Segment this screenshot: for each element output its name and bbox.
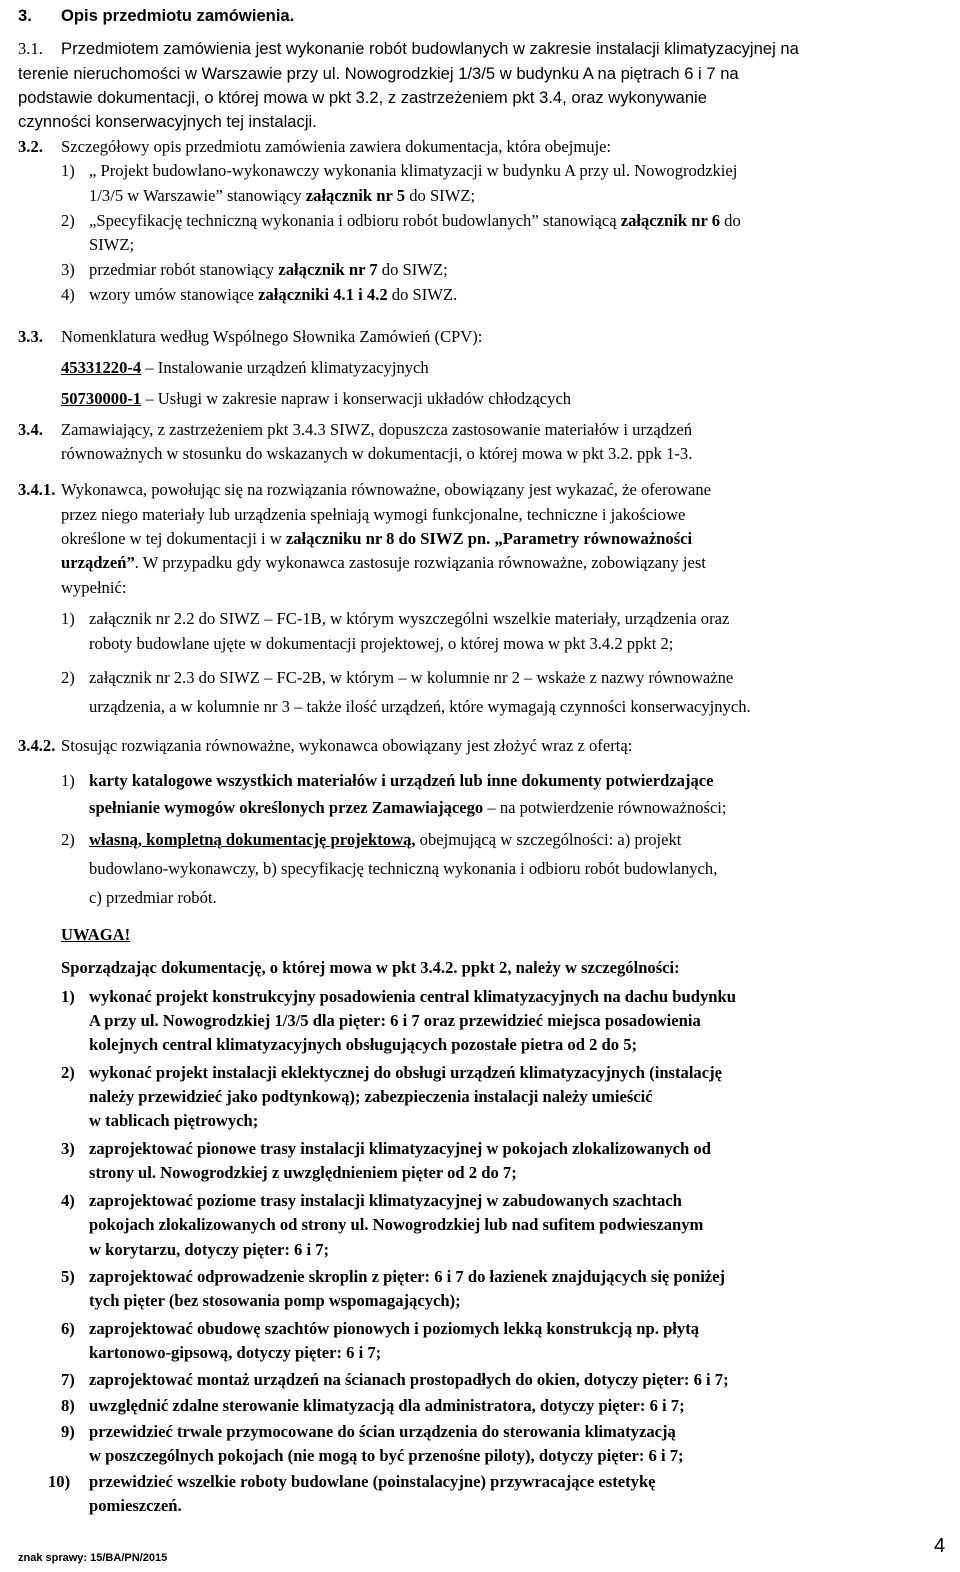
section-number: 3.4. <box>18 420 43 439</box>
paragraph-line: Wykonawca, powołując się na rozwiązania równoważne, obowiązany jest wykazać, że oferowane <box>61 480 712 499</box>
list-number: 3) <box>61 1139 75 1158</box>
paragraph-line: urządzeń”. W przypadku gdy wykonawca zastosuje rozwiązania równoważne, zobowiązany jest <box>61 553 706 572</box>
cpv-code-line: 45331220-4 – Instalowanie urządzeń klimatyzacyjnych <box>61 358 429 377</box>
list-number: 4) <box>61 285 75 304</box>
list-number: 3) <box>61 260 75 279</box>
list-number: 4) <box>61 1191 75 1210</box>
list-item-line: zaprojektować poziome trasy instalacji klimatyzacyjnej w zabudowanych szachtach <box>89 1191 682 1210</box>
list-item-line: zaprojektować obudowę szachtów pionowych i poziomych lekką konstrukcją np. płytą <box>89 1319 700 1338</box>
list-number: 1) <box>61 161 75 180</box>
list-item-line: w tablicach piętrowych; <box>89 1111 259 1130</box>
list-item-line: SIWZ; <box>89 235 135 254</box>
paragraph-line: podstawie dokumentacji, o której mowa w pkt 3.2, z zastrzeżeniem pkt 3.4, oraz wykonywanie <box>18 88 707 107</box>
list-number: 2) <box>61 830 75 849</box>
case-number: znak sprawy: 15/BA/PN/2015 <box>18 1552 168 1564</box>
warning-label: UWAGA! <box>61 925 131 944</box>
page-number: 4 <box>934 1535 946 1557</box>
list-item-line: kartonowo-gipsową, dotyczy pięter: 6 i 7; <box>89 1343 382 1362</box>
list-item-line: pokojach zlokalizowanych od strony ul. Nowogrodzkiej lub nad sufitem podwieszanym <box>89 1215 704 1234</box>
list-number: 9) <box>61 1422 75 1441</box>
section-title: Opis przedmiotu zamówienia. <box>61 6 295 25</box>
section-number: 3.4.2. <box>18 736 56 755</box>
cpv-code-line: 50730000-1 – Usługi w zakresie napraw i konserwacji układów chłodzących <box>61 389 572 408</box>
list-item-line: roboty budowlane ujęte w dokumentacji projektowej, o której mowa w pkt 3.4.2 ppkt 2; <box>89 634 674 653</box>
list-number: 1) <box>61 609 75 628</box>
list-item-line: załącznik nr 2.2 do SIWZ – FC-1B, w którym wyszczególni wszelkie materiały, urządzenia oraz <box>89 609 730 628</box>
list-item-line: budowlano-wykonawczy, b) specyfikację techniczną wykonania i odbioru robót budowlanych, <box>89 859 718 878</box>
list-number: 8) <box>61 1396 75 1415</box>
list-item-line: c) przedmiar robót. <box>89 888 217 907</box>
section-number: 3.3. <box>18 327 43 346</box>
list-item-line: tych pięter (bez stosowania pomp wspomagających); <box>89 1291 461 1310</box>
paragraph-line: Zamawiający, z zastrzeżeniem pkt 3.4.3 SIWZ, dopuszcza zastosowanie materiałów i urządzeń <box>61 420 693 439</box>
list-item-line: wykonać projekt instalacji eklektycznej do obsługi urządzeń klimatyzacyjnych (instalację <box>89 1063 722 1082</box>
paragraph-line: terenie nieruchomości w Warszawie przy ul. Nowogrodzkiej 1/3/5 w budynku A na piętrach 6 i 7 na <box>18 64 739 83</box>
list-item-line: karty katalogowe wszystkich materiałów i urządzeń lub inne dokumenty potwierdzające <box>89 771 714 790</box>
list-item-line: zaprojektować odprowadzenie skroplin z pięter: 6 i 7 do łazienek znajdujących się poniżej <box>89 1267 726 1286</box>
warning-lead: Sporządzając dokumentację, o której mowa w pkt 3.4.2. ppkt 2, należy w szczególności: <box>61 958 680 977</box>
list-number: 7) <box>61 1370 75 1389</box>
list-item-line: wykonać projekt konstrukcyjny posadowienia central klimatyzacyjnych na dachu budynku <box>89 987 736 1006</box>
paragraph-line: określone w tej dokumentacji i w załączniku nr 8 do SIWZ pn. „Parametry równoważności <box>61 529 693 548</box>
list-number: 2) <box>61 1063 75 1082</box>
paragraph-line: czynności konserwacyjnych tej instalacji. <box>18 112 317 131</box>
list-number: 2) <box>61 668 75 687</box>
list-number: 1) <box>61 771 75 790</box>
list-item-line: A przy ul. Nowogrodzkiej 1/3/5 dla pięter: 6 i 7 oraz przewidzieć miejsca posadowienia <box>89 1011 701 1030</box>
list-item-line: kolejnych central klimatyzacyjnych obsługujących pozostałe pietra od 2 do 5; <box>89 1035 638 1054</box>
list-item-line: uwzględnić zdalne sterowanie klimatyzacją dla administratora, dotyczy pięter: 6 i 7; <box>89 1396 685 1415</box>
list-item-line: spełnianie wymogów określonych przez Zamawiającego – na potwierdzenie równoważności; <box>89 798 727 817</box>
paragraph-line: Stosując rozwiązania równoważne, wykonawca obowiązany jest złożyć wraz z ofertą: <box>61 736 633 755</box>
paragraph-line: przez niego materiały lub urządzenia spełniają wymogi funkcjonalne, techniczne i jakościowe <box>61 505 686 524</box>
list-number: 2) <box>61 211 75 230</box>
list-item-line: „ Projekt budowlano-wykonawczy wykonania klimatyzacji w budynku A przy ul. Nowogrodzkiej <box>89 161 738 180</box>
list-item-line: przewidzieć wszelkie roboty budowlane (poinstalacyjne) przywracające estetykę <box>89 1472 656 1491</box>
list-item-line: urządzenia, a w kolumnie nr 3 – także ilość urządzeń, które wymagają czynności konserwacyjnych. <box>89 697 751 716</box>
list-item-line: strony ul. Nowogrodzkiej z uwzględnieniem pięter od 2 do 7; <box>89 1163 517 1182</box>
list-number: 6) <box>61 1319 75 1338</box>
list-item-line: w poszczególnych pokojach (nie mogą to być przenośne piloty), dotyczy pięter: 6 i 7; <box>89 1446 684 1465</box>
list-item-line: 1/3/5 w Warszawie” stanowiący załącznik nr 5 do SIWZ; <box>89 186 476 205</box>
list-item-line: przewidzieć trwale przymocowane do ścian urządzenia do sterowania klimatyzacją <box>89 1422 676 1441</box>
list-item-line: „Specyfikację techniczną wykonania i odbioru robót budowlanych” stanowiącą załącznik nr 6 do <box>89 211 741 230</box>
list-number: 5) <box>61 1267 75 1286</box>
list-item-line: załącznik nr 2.3 do SIWZ – FC-2B, w którym – w kolumnie nr 2 – wskaże z nazwy równoważne <box>89 668 734 687</box>
paragraph-line: Szczegółowy opis przedmiotu zamówienia zawiera dokumentacja, która obejmuje: <box>61 137 612 156</box>
list-item-line: wzory umów stanowiące załączniki 4.1 i 4.2 do SIWZ. <box>89 285 458 304</box>
list-item-line: pomieszczeń. <box>89 1496 182 1515</box>
list-item-line: przedmiar robót stanowiący załącznik nr 7 do SIWZ; <box>89 260 448 279</box>
list-number: 1) <box>61 987 75 1006</box>
paragraph-line: Przedmiotem zamówienia jest wykonanie robót budowlanych w zakresie instalacji klimatyzacyjnej na <box>61 39 799 58</box>
list-number: 10) <box>48 1472 71 1491</box>
paragraph-line: Nomenklatura według Wspólnego Słownika Zamówień (CPV): <box>61 327 483 346</box>
section-number: 3. <box>18 6 32 25</box>
list-item-line: w korytarzu, dotyczy pięter: 6 i 7; <box>89 1240 330 1259</box>
list-item-line: zaprojektować pionowe trasy instalacji klimatyzacyjnej w pokojach zlokalizowanych od <box>89 1139 711 1158</box>
paragraph-line: równoważnych w stosunku do wskazanych w dokumentacji, o której mowa w pkt 3.2. ppk 1-3. <box>61 444 693 463</box>
section-number: 3.4.1. <box>18 480 56 499</box>
paragraph-line: wypełnić: <box>61 578 127 597</box>
section-number: 3.1. <box>18 39 43 58</box>
list-item-line: zaprojektować montaż urządzeń na ścianach prostopadłych do okien, dotyczy pięter: 6 i 7; <box>89 1370 729 1389</box>
list-item-line: należy przewidzieć jako podtynkową); zabezpieczenia instalacji należy umieścić <box>89 1087 653 1106</box>
section-number: 3.2. <box>18 137 43 156</box>
list-item-line: własną, kompletną dokumentację projektową, obejmującą w szczególności: a) projekt <box>89 830 682 849</box>
